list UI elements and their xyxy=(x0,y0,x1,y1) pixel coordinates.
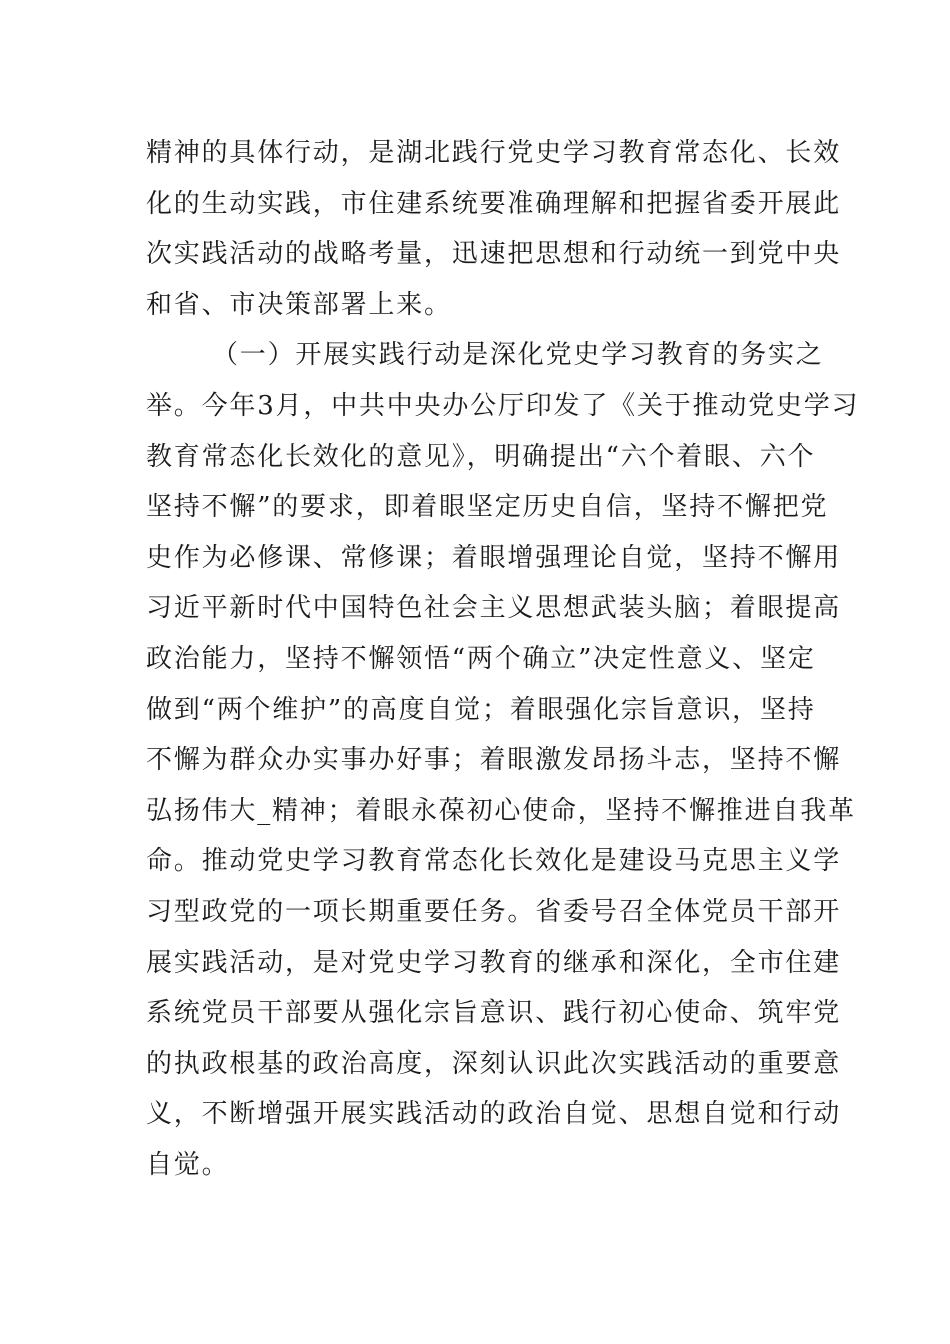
text-line: 教育常态化长效化的意见》，明确提出“六个着眼、六个 xyxy=(146,441,816,472)
text-line: 次实践活动的战略考量，迅速把思想和行动统一到党中央 xyxy=(146,239,842,270)
text-line: 的执政根基的政治高度，深刻认识此次实践活动的重要意 xyxy=(146,1048,842,1079)
text-line: 和省、市决策部署上来。 xyxy=(146,289,452,320)
text-line: 自觉。 xyxy=(146,1149,230,1180)
text-line: 不懈为群众办实事办好事；着眼激发昂扬斗志，坚持不懈 xyxy=(146,745,842,776)
text-line: 系统党员干部要从强化宗旨意识、践行初心使命、筑牢党 xyxy=(146,998,842,1029)
text-line: 化的生动实践，市住建系统要准确理解和把握省委开展此 xyxy=(146,188,842,219)
section-heading-line: （一）开展实践行动是深化党史学习教育的务实之 xyxy=(212,340,824,371)
text-line: 政治能力，坚持不懈领悟“两个确立”决定性意义、坚定 xyxy=(146,643,816,674)
text-line: 坚持不懈”的要求，即着眼坚定历史自信，坚持不懈把党 xyxy=(146,492,829,523)
text-line: 命。推动党史学习教育常态化长效化是建设马克思主义学 xyxy=(146,846,842,877)
text-line: 精神的具体行动，是湖北践行党史学习教育常态化、长效 xyxy=(146,138,842,168)
text-line: 做到“两个维护”的高度自觉；着眼强化宗旨意识，坚持 xyxy=(146,694,816,725)
text-line: 史作为必修课、常修课；着眼增强理论自觉，坚持不懈用 xyxy=(146,542,842,573)
document-body xyxy=(146,128,860,1190)
text-line: 义，不断增强开展实践活动的政治自觉、思想自觉和行动 xyxy=(146,1099,842,1130)
text-line: 展实践活动，是对党史学习教育的继承和深化，全市住建 xyxy=(146,947,842,978)
text-line: 举。今年3月，中共中央办公厅印发了《关于推动党史学习 xyxy=(146,390,860,421)
text-line: 弘扬伟大_精神；着眼永葆初心使命，坚持不懈推进自我革 xyxy=(146,795,856,826)
text-line: 习型政党的一项长期重要任务。省委号召全体党员干部开 xyxy=(146,896,842,927)
text-line: 习近平新时代中国特色社会主义思想武装头脑；着眼提高 xyxy=(146,593,842,624)
